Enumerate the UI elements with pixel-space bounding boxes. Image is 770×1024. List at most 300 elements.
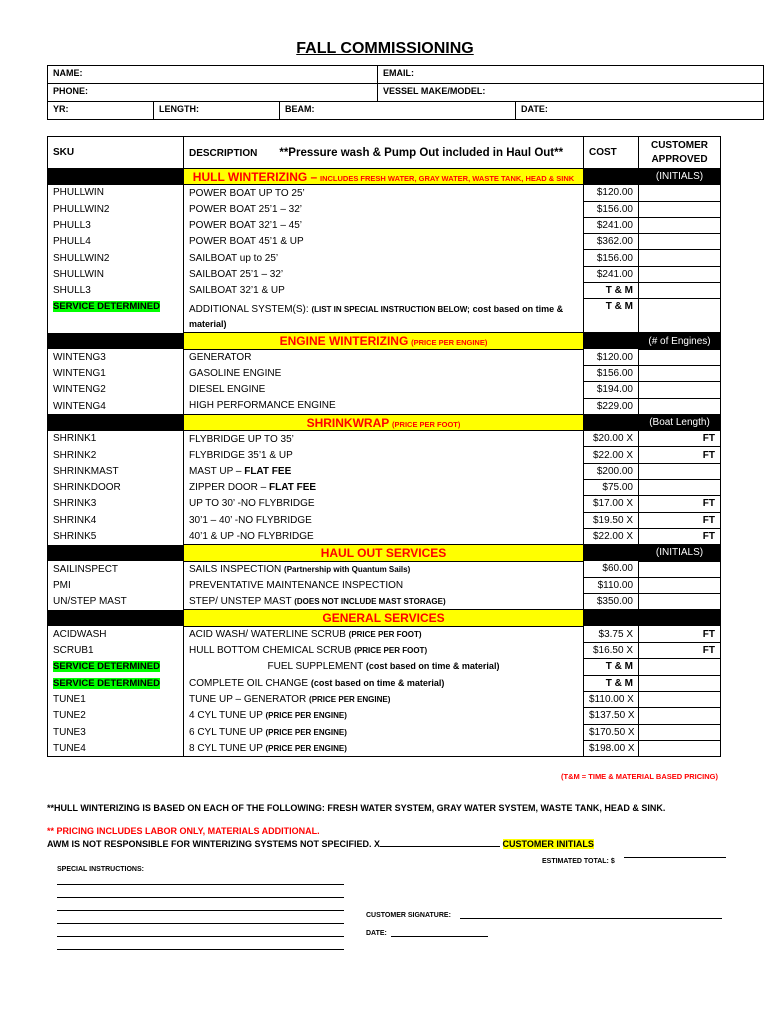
cost-cell: $194.00 (584, 382, 639, 398)
approval-cell[interactable] (639, 659, 721, 675)
cost-cell: $3.75 X (584, 626, 639, 642)
table-row (48, 283, 721, 299)
sku-value: PHULLWIN2 (53, 203, 110, 215)
table-row (48, 659, 721, 675)
section-header-row (48, 545, 721, 561)
approval-cell[interactable] (639, 299, 721, 333)
section-header-row (48, 169, 721, 185)
approval-cell[interactable]: FT (639, 643, 721, 659)
yr-field[interactable]: YR: (48, 102, 154, 120)
sku-cell (48, 250, 184, 266)
signature-date-label: DATE: (366, 930, 387, 937)
description-text: STEP/ UNSTEP MAST (189, 596, 292, 608)
description-cell (184, 740, 584, 756)
sku-value: PHULLWIN (53, 187, 104, 199)
cost-cell: $241.00 (584, 266, 639, 282)
sku-value: TUNE1 (53, 694, 86, 706)
description-note: (cost based on time & material) (310, 677, 445, 688)
description-text: ACID WASH/ WATERLINE SCRUB (189, 629, 346, 641)
sku-cell (48, 626, 184, 642)
table-row (48, 250, 721, 266)
description-cell (184, 201, 584, 217)
table-row (48, 463, 721, 479)
sku-value: SHULLWIN (53, 268, 104, 280)
description-cell (184, 724, 584, 740)
sku-value: SERVICE DETERMINED (53, 661, 160, 673)
approval-column-label: (Boat Length) (639, 414, 721, 430)
sku-value: UN/STEP MAST (53, 596, 127, 608)
description-text: PREVENTATIVE MAINTENANCE INSPECTION (189, 579, 404, 591)
engine-section (48, 333, 721, 414)
sku-value: SHRINKDOOR (53, 482, 121, 494)
description-text: POWER BOAT 32’1 – 45’ (189, 220, 303, 232)
table-row (48, 626, 721, 642)
approval-cell[interactable] (639, 594, 721, 610)
table-row (48, 266, 721, 282)
sku-cell (48, 447, 184, 463)
description-note: (PRICE PER FOOT) (354, 646, 428, 656)
description-text: 40’1 & UP -NO FLYBRIDGE (189, 530, 314, 542)
table-row (48, 431, 721, 447)
cost-cell: $362.00 (584, 234, 639, 250)
cost-cell: $120.00 (584, 185, 639, 201)
sku-cell (48, 512, 184, 528)
sku-cell (48, 365, 184, 381)
sku-value: SHRINK5 (53, 531, 97, 543)
description-note: FLAT FEE (244, 465, 292, 477)
section-title (184, 545, 584, 561)
table-row (48, 447, 721, 463)
table-row (48, 398, 721, 414)
sku-value: WINTENG4 (53, 400, 106, 412)
sku-value: SERVICE DETERMINED (53, 677, 160, 689)
description-cell (184, 185, 584, 201)
description-text: ADDITIONAL SYSTEM(S): (189, 303, 309, 315)
email-field[interactable]: EMAIL: (378, 66, 764, 84)
sku-value: TUNE4 (53, 742, 86, 754)
approval-cell[interactable] (639, 480, 721, 496)
initials-line[interactable] (380, 838, 500, 847)
approval-cell[interactable]: FT (639, 496, 721, 512)
description-cell (184, 349, 584, 365)
cost-cell: T & M (584, 675, 639, 691)
sku-value: PMI (53, 579, 71, 591)
sku-cell (48, 528, 184, 544)
sku-cell (48, 431, 184, 447)
table-row (48, 740, 721, 756)
sku-cell (48, 594, 184, 610)
sku-cell (48, 691, 184, 707)
description-note: FLAT FEE (269, 482, 317, 494)
table-row (48, 708, 721, 724)
description-text: TUNE UP – GENERATOR (189, 694, 307, 706)
approval-cell[interactable] (639, 201, 721, 217)
section-title-text: ENGINE WINTERIZING (279, 334, 409, 349)
description-cell (184, 398, 584, 414)
approval-cell[interactable]: FT (639, 528, 721, 544)
sku-cell (48, 283, 184, 299)
approval-cell[interactable]: FT (639, 447, 721, 463)
cost-cell: $120.00 (584, 349, 639, 365)
cost-cell: $156.00 (584, 250, 639, 266)
approval-cell[interactable] (639, 283, 721, 299)
cost-cell: $200.00 (584, 463, 639, 479)
customer-info-row-1 (47, 65, 764, 102)
cost-cell: $16.50 X (584, 643, 639, 659)
sku-cell (48, 185, 184, 201)
description-text: POWER BOAT UP TO 25’ (189, 187, 305, 199)
date-field[interactable]: DATE: (516, 102, 764, 120)
tm-note: (T&M = TIME & MATERIAL BASED PRICING) (560, 772, 718, 781)
approval-cell[interactable] (639, 382, 721, 398)
description-cell (184, 561, 584, 577)
section-subtitle: INCLUDES FRESH WATER, GRAY WATER, WASTE TANK, HEAD & SINK (320, 173, 575, 183)
approved-header: CUSTOMER APPROVED (639, 137, 721, 169)
description-cell (184, 528, 584, 544)
table-header-row (48, 137, 721, 169)
section-title (184, 610, 584, 626)
vessel-field[interactable]: VESSEL MAKE/MODEL: (378, 84, 764, 102)
black-cell (584, 414, 639, 430)
table-row (48, 561, 721, 577)
table-row (48, 512, 721, 528)
approval-cell[interactable] (639, 724, 721, 740)
description-cell (184, 463, 584, 479)
section-title-text: HULL WINTERIZING – (192, 169, 318, 184)
description-note: (cost based on time & material) (365, 661, 500, 672)
section-title (184, 333, 584, 349)
sku-cell (48, 675, 184, 691)
section-title-text: HAUL OUT SERVICES (320, 545, 447, 560)
description-cell (184, 496, 584, 512)
approval-cell[interactable]: FT (639, 431, 721, 447)
cost-cell: $350.00 (584, 594, 639, 610)
table-row (48, 185, 721, 201)
description-text: POWER BOAT 25’1 – 32’ (189, 203, 303, 215)
table-row (48, 365, 721, 381)
section-subtitle: (PRICE PER ENGINE) (411, 338, 488, 348)
cost-cell: $198.00 X (584, 740, 639, 756)
sku-cell (48, 724, 184, 740)
description-cell (184, 594, 584, 610)
phone-field[interactable]: PHONE: (48, 84, 378, 102)
approval-cell[interactable] (639, 675, 721, 691)
special-instructions-line[interactable] (57, 936, 344, 937)
special-instructions-label: SPECIAL INSTRUCTIONS: (57, 866, 144, 873)
cost-cell: T & M (584, 299, 639, 333)
sku-value: SHRINK4 (53, 514, 97, 526)
cost-cell: $110.00 X (584, 691, 639, 707)
cost-cell: $241.00 (584, 217, 639, 233)
description-cell (184, 250, 584, 266)
hull-section (48, 169, 721, 333)
beam-field[interactable]: BEAM: (280, 102, 516, 120)
description-text: FLYBRIDGE 35’1 & UP (189, 449, 293, 461)
description-text: UP TO 30’ -NO FLYBRIDGE (189, 498, 315, 510)
description-text: 6 CYL TUNE UP (189, 726, 263, 738)
section-header-row (48, 610, 721, 626)
description-header-label: DESCRIPTION (189, 147, 258, 159)
table-row (48, 234, 721, 250)
description-text: SAILBOAT 32’1 & UP (189, 285, 285, 297)
section-title (184, 169, 584, 185)
cost-cell: $19.50 X (584, 512, 639, 528)
description-text: 4 CYL TUNE UP (189, 710, 263, 722)
approval-cell[interactable] (639, 398, 721, 414)
customer-initials-label: CUSTOMER INITIALS (502, 839, 594, 849)
description-text: HIGH PERFORMANCE ENGINE (189, 400, 336, 412)
sku-value: SHRINK2 (53, 449, 97, 461)
black-cell (48, 610, 184, 626)
table-row (48, 217, 721, 233)
description-text: FLYBRIDGE UP TO 35’ (189, 433, 294, 445)
description-cell (184, 659, 584, 675)
table-row (48, 201, 721, 217)
sku-value: SHULL3 (53, 285, 91, 297)
sku-value: SHRINK1 (53, 433, 97, 445)
pressure-wash-note: **Pressure wash & Pump Out included in Haul Out** (279, 146, 564, 159)
sku-cell (48, 643, 184, 659)
description-text: 30’1 – 40’ -NO FLYBRIDGE (189, 514, 312, 526)
description-cell (184, 512, 584, 528)
sku-cell (48, 201, 184, 217)
description-cell (184, 447, 584, 463)
description-cell (184, 266, 584, 282)
special-instructions-line[interactable] (57, 949, 344, 950)
sku-value: SERVICE DETERMINED (53, 300, 160, 312)
sku-cell (48, 740, 184, 756)
sku-cell (48, 266, 184, 282)
awm-note-text: AWM IS NOT RESPONSIBLE FOR WINTERIZING SYSTEMS NOT SPECIFIED. X (47, 839, 381, 849)
description-note: cost based on time & material) (189, 303, 564, 329)
approval-cell[interactable] (639, 234, 721, 250)
sku-cell (48, 480, 184, 496)
sku-value: PHULL3 (53, 220, 91, 232)
sku-cell (48, 349, 184, 365)
name-field[interactable]: NAME: (48, 66, 378, 84)
sku-cell (48, 299, 184, 333)
cost-cell: $229.00 (584, 398, 639, 414)
table-row (48, 480, 721, 496)
description-header (184, 137, 584, 169)
description-text: FUEL SUPPLEMENT (267, 661, 364, 673)
approval-cell[interactable] (639, 349, 721, 365)
description-cell (184, 675, 584, 691)
description-note: (PRICE PER ENGINE) (265, 727, 347, 737)
description-text: POWER BOAT 45’1 & UP (189, 236, 304, 248)
description-cell (184, 691, 584, 707)
pricing-table (47, 136, 721, 757)
description-cell (184, 234, 584, 250)
sku-value: TUNE2 (53, 710, 86, 722)
description-cell (184, 365, 584, 381)
haul-section (48, 545, 721, 610)
black-cell (48, 545, 184, 561)
approval-column-label: (INITIALS) (639, 545, 721, 561)
approval-cell[interactable] (639, 577, 721, 593)
table-row (48, 594, 721, 610)
sku-cell (48, 217, 184, 233)
table-row (48, 691, 721, 707)
sku-cell (48, 708, 184, 724)
awm-note (47, 838, 594, 849)
sku-cell (48, 659, 184, 675)
approval-cell[interactable] (639, 266, 721, 282)
description-text: SAILBOAT 25’1 – 32’ (189, 268, 284, 280)
table-row (48, 496, 721, 512)
description-text: SAILS INSPECTION (189, 563, 282, 575)
section-title-text: SHRINKWRAP (306, 415, 390, 430)
description-cell (184, 431, 584, 447)
sku-value: TUNE3 (53, 726, 86, 738)
estimated-total-label: ESTIMATED TOTAL: $ (542, 858, 615, 865)
sku-value: WINTENG2 (53, 384, 106, 396)
approval-cell[interactable] (639, 463, 721, 479)
section-subtitle: (PRICE PER FOOT) (392, 419, 461, 429)
approval-column-label: (INITIALS) (639, 169, 721, 185)
sku-value: WINTENG1 (53, 368, 106, 380)
section-title-text: GENERAL SERVICES (322, 611, 445, 626)
sku-value: ACIDWASH (53, 628, 107, 640)
sku-cell (48, 382, 184, 398)
table-row (48, 299, 721, 333)
approval-cell[interactable] (639, 365, 721, 381)
approval-cell[interactable] (639, 217, 721, 233)
description-note: (PRICE PER FOOT) (348, 630, 422, 640)
cost-cell: $75.00 (584, 480, 639, 496)
description-text: COMPLETE OIL CHANGE (189, 677, 309, 689)
black-cell (584, 333, 639, 349)
page-title: FALL COMMISSIONING (296, 40, 474, 57)
cost-cell: $110.00 (584, 577, 639, 593)
customer-info-row-2 (47, 101, 764, 120)
general-section (48, 610, 721, 757)
sku-value: SCRUB1 (53, 645, 94, 657)
approval-cell[interactable] (639, 561, 721, 577)
approval-column-label: (# of Engines) (639, 333, 721, 349)
table-row (48, 382, 721, 398)
customer-signature-label: CUSTOMER SIGNATURE: (366, 912, 451, 919)
table-row (48, 577, 721, 593)
description-text: ZIPPER DOOR – (189, 482, 267, 494)
approval-cell[interactable]: FT (639, 626, 721, 642)
description-note: (PRICE PER ENGINE) (265, 743, 347, 753)
description-note: (LIST IN SPECIAL INSTRUCTION BELOW; (311, 304, 470, 314)
description-cell (184, 577, 584, 593)
table-row (48, 724, 721, 740)
cost-cell: $22.00 X (584, 447, 639, 463)
special-instructions-line[interactable] (57, 897, 344, 898)
length-field[interactable]: LENGTH: (154, 102, 280, 120)
cost-cell: $22.00 X (584, 528, 639, 544)
approval-cell[interactable] (639, 250, 721, 266)
cost-cell: T & M (584, 659, 639, 675)
section-title (184, 414, 584, 430)
description-text: GENERATOR (189, 352, 252, 364)
sku-value: PHULL4 (53, 236, 91, 248)
special-instructions-line[interactable] (57, 923, 344, 924)
sku-value: WINTENG3 (53, 351, 106, 363)
black-cell (584, 545, 639, 561)
description-text: DIESEL ENGINE (189, 384, 266, 396)
approval-cell[interactable] (639, 691, 721, 707)
description-cell (184, 283, 584, 299)
description-cell (184, 299, 584, 333)
sku-cell (48, 577, 184, 593)
cost-cell: $170.50 X (584, 724, 639, 740)
description-note: (DOES NOT INCLUDE MAST STORAGE) (294, 597, 446, 607)
sku-cell (48, 398, 184, 414)
estimated-total-line[interactable] (624, 857, 726, 858)
description-cell (184, 626, 584, 642)
special-instructions-line[interactable] (57, 910, 344, 911)
sku-cell (48, 463, 184, 479)
cost-cell: $156.00 (584, 201, 639, 217)
black-cell (584, 169, 639, 185)
customer-signature-line[interactable] (460, 918, 722, 919)
black-cell (48, 333, 184, 349)
black-cell (639, 610, 721, 626)
approval-cell[interactable] (639, 708, 721, 724)
pricing-note: ** PRICING INCLUDES LABOR ONLY, MATERIALS ADDITIONAL. (47, 826, 320, 836)
section-header-row (48, 333, 721, 349)
cost-cell: $20.00 X (584, 431, 639, 447)
signature-date-line[interactable] (391, 936, 488, 937)
sku-value: SHULLWIN2 (53, 252, 110, 264)
table-row (48, 349, 721, 365)
description-cell (184, 708, 584, 724)
table-row (48, 675, 721, 691)
black-cell (48, 169, 184, 185)
cost-cell: $137.50 X (584, 708, 639, 724)
description-text: GASOLINE ENGINE (189, 368, 282, 380)
sku-value: SAILINSPECT (53, 563, 119, 575)
description-note: (PRICE PER ENGINE) (309, 695, 391, 705)
sku-value: SHRINK3 (53, 498, 97, 510)
table-row (48, 643, 721, 659)
cost-header: COST (584, 137, 639, 169)
description-note: (PRICE PER ENGINE) (265, 711, 347, 721)
sku-header: SKU (48, 137, 184, 169)
description-cell (184, 480, 584, 496)
cost-cell: T & M (584, 283, 639, 299)
sku-value: SHRINKMAST (53, 465, 119, 477)
description-cell (184, 382, 584, 398)
special-instructions-line[interactable] (57, 884, 344, 885)
sku-cell (48, 496, 184, 512)
description-cell (184, 643, 584, 659)
approval-cell[interactable] (639, 185, 721, 201)
hull-winterizing-note: **HULL WINTERIZING IS BASED ON EACH OF THE FOLLOWING: FRESH WATER SYSTEM, GRAY WATER SYSTEM, WASTE TANK, HEAD & SINK. (47, 803, 666, 813)
cost-cell: $17.00 X (584, 496, 639, 512)
description-text: 8 CYL TUNE UP (189, 742, 263, 754)
shrink-section (48, 414, 721, 544)
description-cell (184, 217, 584, 233)
description-text: HULL BOTTOM CHEMICAL SCRUB (189, 645, 352, 657)
table-row (48, 528, 721, 544)
cost-cell: $60.00 (584, 561, 639, 577)
cost-cell: $156.00 (584, 365, 639, 381)
black-cell (584, 610, 639, 626)
sku-cell (48, 234, 184, 250)
description-text: SAILBOAT up to 25’ (189, 252, 279, 264)
description-note: (Partnership with Quantum Sails) (284, 564, 411, 574)
section-header-row (48, 414, 721, 430)
approval-cell[interactable] (639, 740, 721, 756)
description-text: MAST UP – (189, 465, 242, 477)
approval-cell[interactable]: FT (639, 512, 721, 528)
sku-cell (48, 561, 184, 577)
